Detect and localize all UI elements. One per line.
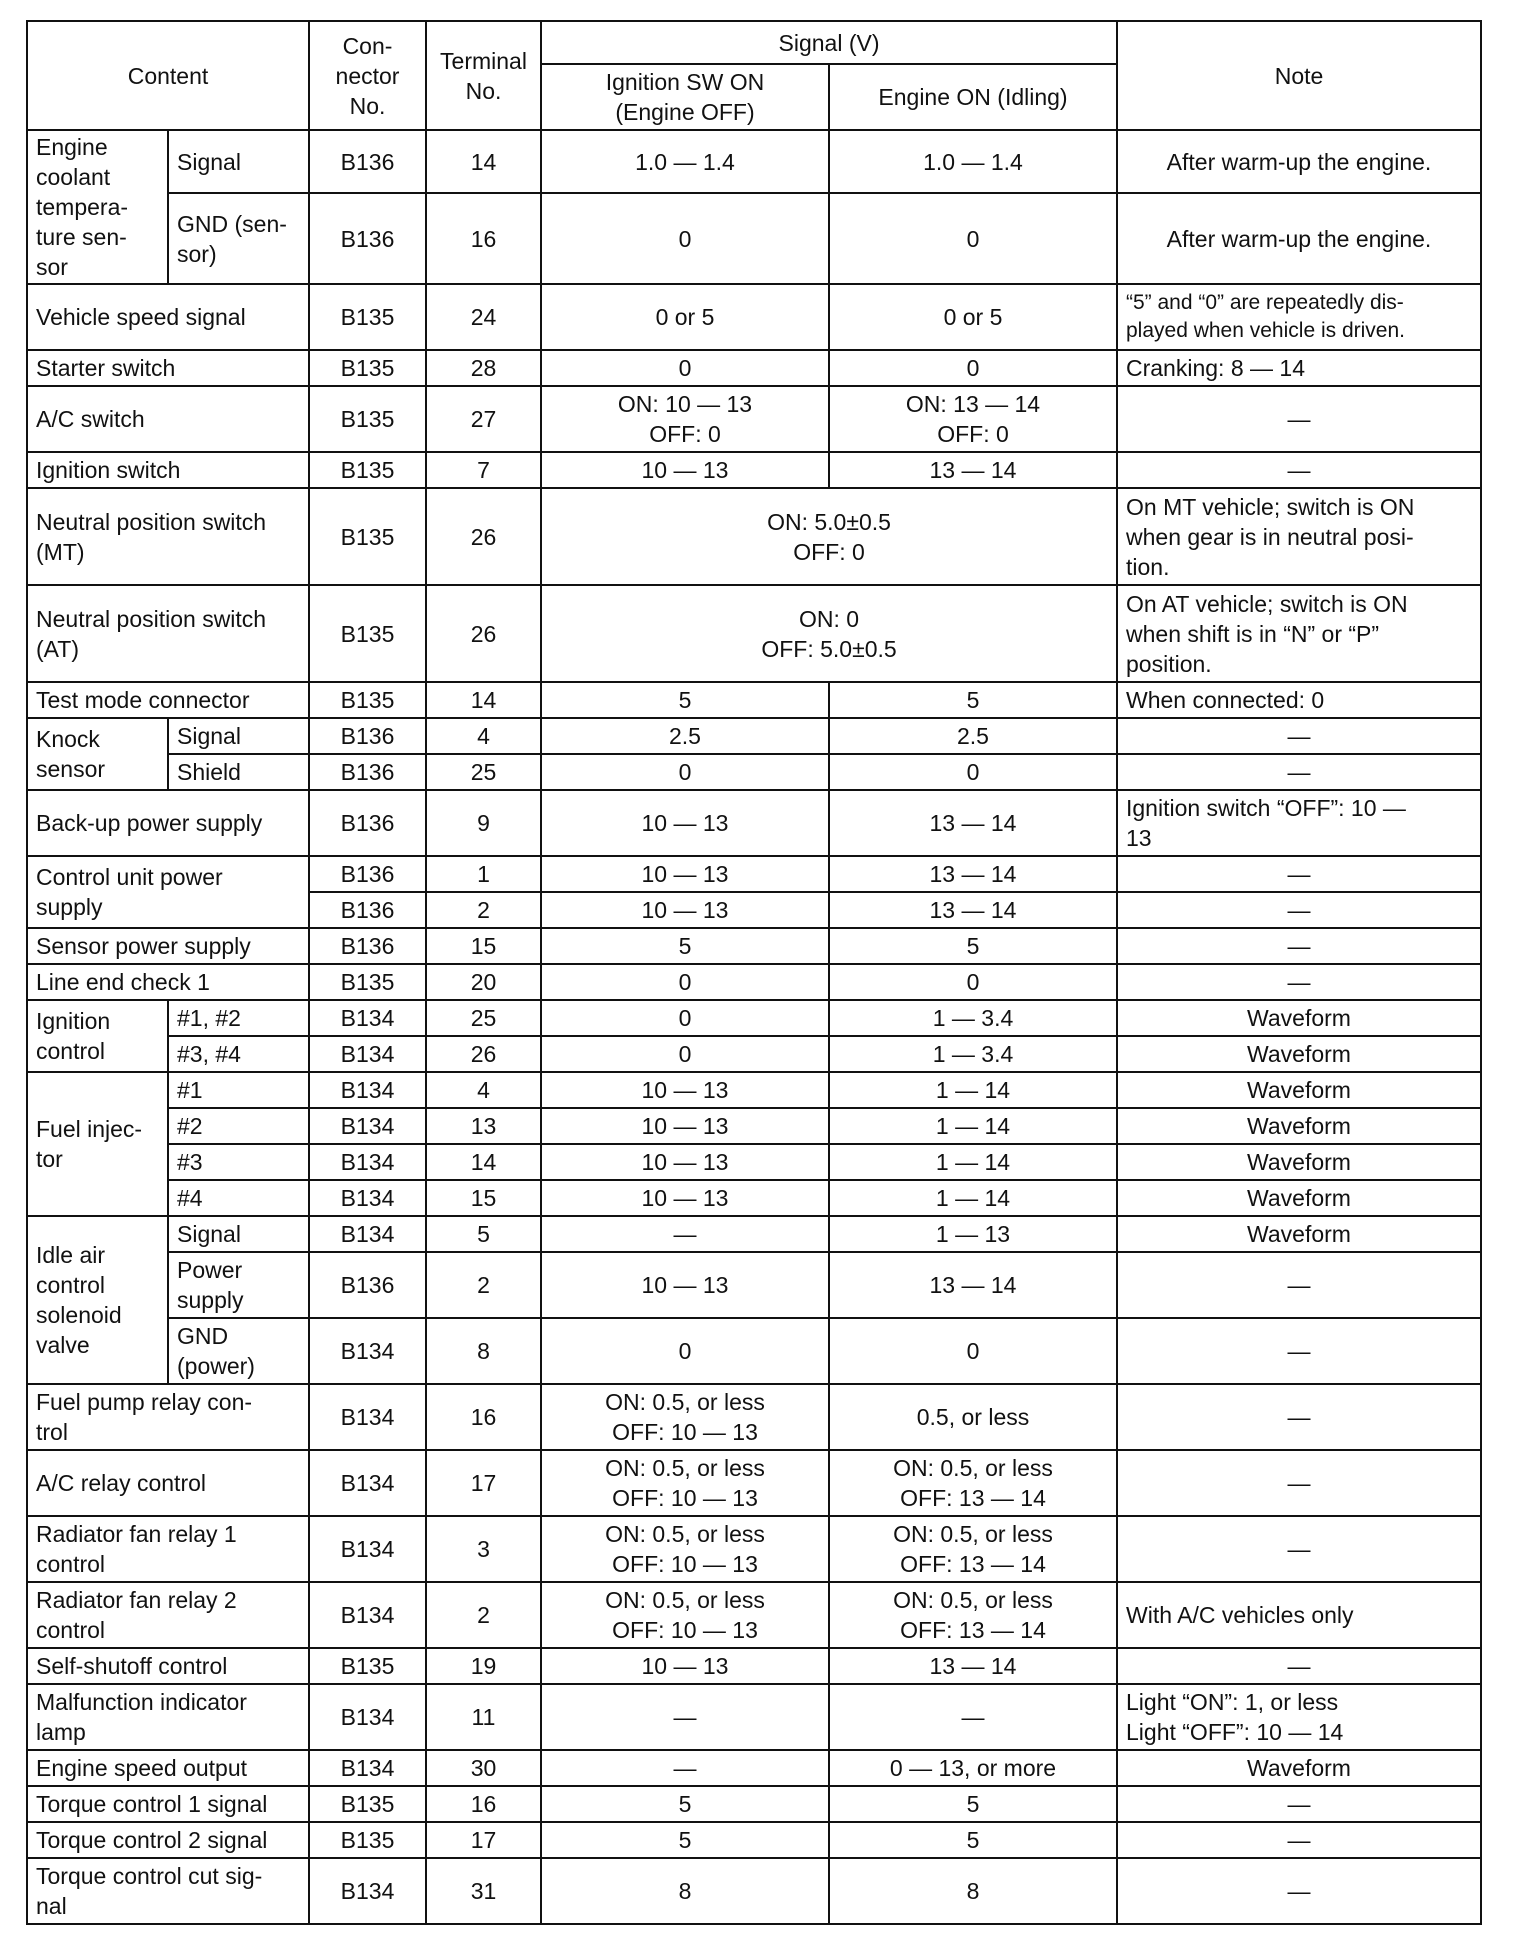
terminal-no: 13 — [426, 1108, 541, 1144]
terminal-no: 2 — [426, 892, 541, 928]
header-signal: Signal (V) — [541, 21, 1117, 64]
signal-engine-on: ON: 0.5, or less OFF: 13 — 14 — [829, 1582, 1117, 1648]
connector-no: B134 — [309, 1000, 426, 1036]
note: — — [1117, 1318, 1481, 1384]
header-ignition-sw-on: Ignition SW ON (Engine OFF) — [541, 64, 829, 130]
table-row — [27, 754, 1481, 790]
signal-ignition-on: ON: 0.5, or less OFF: 10 — 13 — [541, 1516, 829, 1582]
header-engine-on: Engine ON (Idling) — [829, 64, 1117, 130]
content-label: A/C relay control — [27, 1450, 309, 1516]
signal-ignition-on: 0 — [541, 754, 829, 790]
table-row — [27, 1144, 1481, 1180]
sub-label: #2 — [168, 1108, 309, 1144]
table-row — [27, 130, 1481, 193]
signal-ignition-on: 10 — 13 — [541, 1072, 829, 1108]
note: — — [1117, 1858, 1481, 1924]
terminal-no: 26 — [426, 1036, 541, 1072]
content-label: Torque control 1 signal — [27, 1786, 309, 1822]
table-row — [27, 1036, 1481, 1072]
table-row — [27, 1384, 1481, 1450]
connector-no: B134 — [309, 1180, 426, 1216]
connector-no: B135 — [309, 386, 426, 452]
signal-engine-on: 0 — [829, 754, 1117, 790]
content-label: Test mode connector — [27, 682, 309, 718]
connector-no: B136 — [309, 892, 426, 928]
note: Waveform — [1117, 1216, 1481, 1252]
table-row — [27, 284, 1481, 350]
header-terminal-no: Terminal No. — [426, 21, 541, 130]
connector-no: B134 — [309, 1036, 426, 1072]
signal-engine-on: 0 — [829, 964, 1117, 1000]
connector-no: B134 — [309, 1144, 426, 1180]
terminal-no: 4 — [426, 1072, 541, 1108]
terminal-no: 15 — [426, 1180, 541, 1216]
signal-engine-on: 5 — [829, 1822, 1117, 1858]
signal-engine-on: 13 — 14 — [829, 1648, 1117, 1684]
connector-no: B134 — [309, 1216, 426, 1252]
signal-ignition-on: — — [541, 1684, 829, 1750]
signal-engine-on: ON: 0.5, or less OFF: 13 — 14 — [829, 1516, 1117, 1582]
connector-no: B135 — [309, 585, 426, 682]
content-label: Radiator fan relay 2 control — [27, 1582, 309, 1648]
content-label: Control unit power supply — [27, 856, 309, 928]
signal-ignition-on: ON: 0.5, or less OFF: 10 — 13 — [541, 1582, 829, 1648]
note: On AT vehicle; switch is ON when shift is in “N” or “P” position. — [1117, 585, 1481, 682]
content-label: Vehicle speed signal — [27, 284, 309, 350]
note: Waveform — [1117, 1036, 1481, 1072]
signal-ignition-on: 5 — [541, 682, 829, 718]
terminal-no: 7 — [426, 452, 541, 488]
connector-no: B134 — [309, 1072, 426, 1108]
content-label: Malfunction indicator lamp — [27, 1684, 309, 1750]
sub-label: #3 — [168, 1144, 309, 1180]
signal-combined: ON: 0 OFF: 5.0±0.5 — [541, 585, 1117, 682]
note: “5” and “0” are repeatedly dis- played when vehicle is driven. — [1117, 284, 1481, 350]
signal-ignition-on: 10 — 13 — [541, 1180, 829, 1216]
terminal-no: 17 — [426, 1822, 541, 1858]
connector-no: B135 — [309, 1648, 426, 1684]
connector-no: B135 — [309, 452, 426, 488]
sub-label: #1 — [168, 1072, 309, 1108]
terminal-no: 2 — [426, 1582, 541, 1648]
signal-ignition-on: 8 — [541, 1858, 829, 1924]
terminal-no: 31 — [426, 1858, 541, 1924]
table-row — [27, 1822, 1481, 1858]
table-row — [27, 1318, 1481, 1384]
signal-ignition-on: 10 — 13 — [541, 892, 829, 928]
signal-ignition-on: ON: 10 — 13 OFF: 0 — [541, 386, 829, 452]
connector-no: B136 — [309, 928, 426, 964]
signal-engine-on: 1 — 13 — [829, 1216, 1117, 1252]
signal-engine-on: 13 — 14 — [829, 892, 1117, 928]
terminal-no: 9 — [426, 790, 541, 856]
sub-label: Signal — [168, 1216, 309, 1252]
note: — — [1117, 1252, 1481, 1318]
table-row — [27, 1582, 1481, 1648]
terminal-no: 4 — [426, 718, 541, 754]
note: Waveform — [1117, 1000, 1481, 1036]
group-label: Ignition control — [27, 1000, 168, 1072]
content-label: Fuel pump relay con- trol — [27, 1384, 309, 1450]
signal-engine-on: 1 — 14 — [829, 1072, 1117, 1108]
terminal-no: 19 — [426, 1648, 541, 1684]
sub-label: Shield — [168, 754, 309, 790]
terminal-no: 25 — [426, 754, 541, 790]
signal-combined: ON: 5.0±0.5 OFF: 0 — [541, 488, 1117, 585]
signal-engine-on: 0 — [829, 350, 1117, 386]
group-label: Idle air control solenoid valve — [27, 1216, 168, 1384]
table-row — [27, 1750, 1481, 1786]
table-row — [27, 193, 1481, 284]
connector-no: B136 — [309, 856, 426, 892]
note: — — [1117, 718, 1481, 754]
connector-no: B136 — [309, 718, 426, 754]
signal-ignition-on: 1.0 — 1.4 — [541, 130, 829, 193]
signal-engine-on: ON: 13 — 14 OFF: 0 — [829, 386, 1117, 452]
connector-no: B134 — [309, 1750, 426, 1786]
terminal-no: 1 — [426, 856, 541, 892]
connector-no: B134 — [309, 1684, 426, 1750]
connector-no: B135 — [309, 1822, 426, 1858]
group-label: Knock sensor — [27, 718, 168, 790]
signal-ignition-on: ON: 0.5, or less OFF: 10 — 13 — [541, 1450, 829, 1516]
signal-ignition-on: 10 — 13 — [541, 856, 829, 892]
note: — — [1117, 1822, 1481, 1858]
terminal-no: 16 — [426, 1384, 541, 1450]
table-row — [27, 856, 1481, 892]
table-row — [27, 1252, 1481, 1318]
signal-ignition-on: 10 — 13 — [541, 1144, 829, 1180]
table-row — [27, 1684, 1481, 1750]
signal-engine-on: 13 — 14 — [829, 1252, 1117, 1318]
signal-engine-on: 1 — 3.4 — [829, 1000, 1117, 1036]
signal-ignition-on: 5 — [541, 1822, 829, 1858]
signal-engine-on: 0 — 13, or more — [829, 1750, 1117, 1786]
table-row — [27, 928, 1481, 964]
signal-ignition-on: — — [541, 1750, 829, 1786]
note: — — [1117, 452, 1481, 488]
connector-no: B134 — [309, 1582, 426, 1648]
signal-engine-on: 2.5 — [829, 718, 1117, 754]
connector-no: B134 — [309, 1108, 426, 1144]
terminal-no: 15 — [426, 928, 541, 964]
table-body — [27, 130, 1481, 1924]
signal-engine-on: 0 or 5 — [829, 284, 1117, 350]
terminal-no: 30 — [426, 1750, 541, 1786]
terminal-no: 16 — [426, 1786, 541, 1822]
terminal-no: 5 — [426, 1216, 541, 1252]
note: — — [1117, 1384, 1481, 1450]
table-row — [27, 790, 1481, 856]
note: After warm-up the engine. — [1117, 193, 1481, 284]
note: Waveform — [1117, 1144, 1481, 1180]
note: Waveform — [1117, 1750, 1481, 1786]
connector-no: B135 — [309, 488, 426, 585]
group-label: Engine coolant tempera- ture sen- sor — [27, 130, 168, 284]
signal-engine-on: 1 — 14 — [829, 1180, 1117, 1216]
signal-engine-on: — — [829, 1684, 1117, 1750]
sub-label: Signal — [168, 130, 309, 193]
terminal-no: 16 — [426, 193, 541, 284]
note: — — [1117, 1450, 1481, 1516]
signal-ignition-on: 10 — 13 — [541, 1252, 829, 1318]
signal-engine-on: 0.5, or less — [829, 1384, 1117, 1450]
connector-no: B135 — [309, 964, 426, 1000]
table-row — [27, 1108, 1481, 1144]
signal-engine-on: 1 — 14 — [829, 1108, 1117, 1144]
connector-no: B134 — [309, 1516, 426, 1582]
table-row — [27, 1216, 1481, 1252]
content-label: A/C switch — [27, 386, 309, 452]
table-row — [27, 488, 1481, 585]
table-row — [27, 585, 1481, 682]
connector-no: B135 — [309, 284, 426, 350]
signal-ignition-on: ON: 0.5, or less OFF: 10 — 13 — [541, 1384, 829, 1450]
terminal-no: 27 — [426, 386, 541, 452]
connector-no: B135 — [309, 1786, 426, 1822]
signal-ignition-on: 0 or 5 — [541, 284, 829, 350]
signal-ignition-on: 0 — [541, 964, 829, 1000]
sub-label: Power supply — [168, 1252, 309, 1318]
content-label: Ignition switch — [27, 452, 309, 488]
signal-engine-on: 13 — 14 — [829, 790, 1117, 856]
signal-ignition-on: 10 — 13 — [541, 790, 829, 856]
signal-engine-on: 13 — 14 — [829, 452, 1117, 488]
table-row — [27, 1648, 1481, 1684]
connector-no: B136 — [309, 130, 426, 193]
connector-no: B135 — [309, 350, 426, 386]
sub-label: #3, #4 — [168, 1036, 309, 1072]
note: — — [1117, 892, 1481, 928]
signal-ignition-on: 0 — [541, 1000, 829, 1036]
connector-no: B136 — [309, 1252, 426, 1318]
terminal-no: 20 — [426, 964, 541, 1000]
note: — — [1117, 386, 1481, 452]
signal-ignition-on: — — [541, 1216, 829, 1252]
sub-label: #1, #2 — [168, 1000, 309, 1036]
content-label: Radiator fan relay 1 control — [27, 1516, 309, 1582]
sub-label: GND (sen- sor) — [168, 193, 309, 284]
signal-engine-on: 1.0 — 1.4 — [829, 130, 1117, 193]
content-label: Neutral position switch (AT) — [27, 585, 309, 682]
table-row — [27, 1858, 1481, 1924]
note: After warm-up the engine. — [1117, 130, 1481, 193]
table-header — [27, 21, 1481, 130]
content-label: Starter switch — [27, 350, 309, 386]
signal-engine-on: 0 — [829, 193, 1117, 284]
content-label: Torque control cut sig- nal — [27, 1858, 309, 1924]
signal-ignition-on: 10 — 13 — [541, 452, 829, 488]
table-row — [27, 1516, 1481, 1582]
terminal-no: 14 — [426, 1144, 541, 1180]
terminal-no: 2 — [426, 1252, 541, 1318]
connector-no: B136 — [309, 790, 426, 856]
note: Cranking: 8 — 14 — [1117, 350, 1481, 386]
signal-engine-on: 5 — [829, 928, 1117, 964]
signal-engine-on: 0 — [829, 1318, 1117, 1384]
connector-no: B135 — [309, 682, 426, 718]
terminal-no: 17 — [426, 1450, 541, 1516]
note: Waveform — [1117, 1072, 1481, 1108]
signal-ignition-on: 10 — 13 — [541, 1648, 829, 1684]
terminal-no: 8 — [426, 1318, 541, 1384]
signal-ignition-on: 5 — [541, 928, 829, 964]
terminal-no: 26 — [426, 488, 541, 585]
connector-no: B134 — [309, 1384, 426, 1450]
table-row — [27, 1180, 1481, 1216]
table-row — [27, 386, 1481, 452]
terminal-spec-sheet — [26, 20, 1482, 1925]
content-label: Sensor power supply — [27, 928, 309, 964]
note: Ignition switch “OFF”: 10 — 13 — [1117, 790, 1481, 856]
header-connector-no: Con- nector No. — [309, 21, 426, 130]
content-label: Torque control 2 signal — [27, 1822, 309, 1858]
terminal-no: 11 — [426, 1684, 541, 1750]
terminal-no: 28 — [426, 350, 541, 386]
note: Waveform — [1117, 1180, 1481, 1216]
note: On MT vehicle; switch is ON when gear is in neutral posi- tion. — [1117, 488, 1481, 585]
content-label: Line end check 1 — [27, 964, 309, 1000]
terminal-no: 3 — [426, 1516, 541, 1582]
terminal-no: 14 — [426, 682, 541, 718]
note: Waveform — [1117, 1108, 1481, 1144]
sub-label: GND (power) — [168, 1318, 309, 1384]
signal-ignition-on: 5 — [541, 1786, 829, 1822]
ecm-terminal-voltage-table — [26, 20, 1482, 1925]
table-row — [27, 964, 1481, 1000]
content-label: Neutral position switch (MT) — [27, 488, 309, 585]
connector-no: B134 — [309, 1858, 426, 1924]
note: — — [1117, 754, 1481, 790]
signal-ignition-on: 2.5 — [541, 718, 829, 754]
terminal-no: 25 — [426, 1000, 541, 1036]
signal-engine-on: 1 — 14 — [829, 1144, 1117, 1180]
connector-no: B134 — [309, 1318, 426, 1384]
table-row — [27, 1072, 1481, 1108]
header-note: Note — [1117, 21, 1481, 130]
connector-no: B136 — [309, 193, 426, 284]
note: — — [1117, 1648, 1481, 1684]
connector-no: B134 — [309, 1450, 426, 1516]
table-row — [27, 718, 1481, 754]
note: — — [1117, 964, 1481, 1000]
signal-engine-on: 1 — 3.4 — [829, 1036, 1117, 1072]
signal-engine-on: 13 — 14 — [829, 856, 1117, 892]
note: — — [1117, 1516, 1481, 1582]
signal-ignition-on: 0 — [541, 193, 829, 284]
table-row — [27, 1786, 1481, 1822]
note: — — [1117, 856, 1481, 892]
signal-engine-on: ON: 0.5, or less OFF: 13 — 14 — [829, 1450, 1117, 1516]
header-content: Content — [27, 21, 309, 130]
table-row — [27, 682, 1481, 718]
content-label: Self-shutoff control — [27, 1648, 309, 1684]
terminal-no: 14 — [426, 130, 541, 193]
signal-ignition-on: 0 — [541, 1318, 829, 1384]
signal-engine-on: 5 — [829, 682, 1117, 718]
table-row — [27, 452, 1481, 488]
connector-no: B136 — [309, 754, 426, 790]
note: — — [1117, 1786, 1481, 1822]
note: With A/C vehicles only — [1117, 1582, 1481, 1648]
signal-ignition-on: 0 — [541, 1036, 829, 1072]
signal-ignition-on: 0 — [541, 350, 829, 386]
note: Light “ON”: 1, or less Light “OFF”: 10 — 14 — [1117, 1684, 1481, 1750]
signal-engine-on: 8 — [829, 1858, 1117, 1924]
sub-label: #4 — [168, 1180, 309, 1216]
table-row — [27, 1450, 1481, 1516]
terminal-no: 24 — [426, 284, 541, 350]
content-label: Engine speed output — [27, 1750, 309, 1786]
table-row — [27, 350, 1481, 386]
terminal-no: 26 — [426, 585, 541, 682]
note: When connected: 0 — [1117, 682, 1481, 718]
signal-engine-on: 5 — [829, 1786, 1117, 1822]
content-label: Back-up power supply — [27, 790, 309, 856]
signal-ignition-on: 10 — 13 — [541, 1108, 829, 1144]
group-label: Fuel injec- tor — [27, 1072, 168, 1216]
note: — — [1117, 928, 1481, 964]
sub-label: Signal — [168, 718, 309, 754]
table-row — [27, 1000, 1481, 1036]
